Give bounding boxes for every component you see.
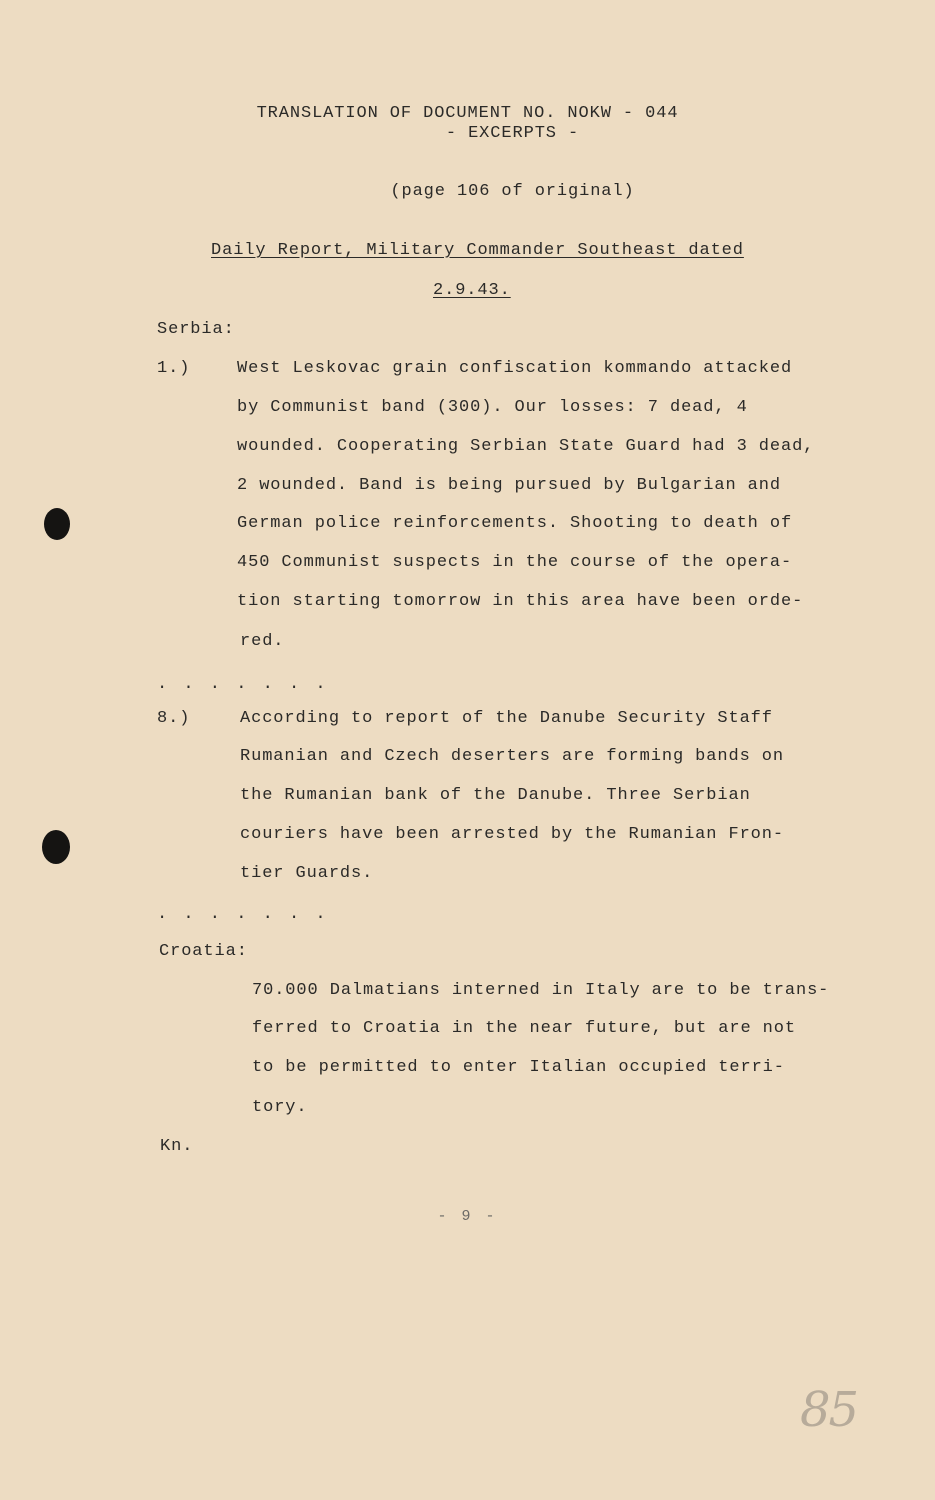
punch-hole	[44, 508, 70, 540]
report-date: 2.9.43.	[433, 281, 511, 300]
paragraph-line: tier Guards.	[240, 864, 374, 883]
paragraph-line: West Leskovac grain confiscation kommando attacked	[237, 359, 793, 378]
paragraph-line: wounded. Cooperating Serbian State Guard had 3 dead,	[237, 437, 815, 456]
punch-hole	[42, 830, 70, 864]
report-title: Daily Report, Military Commander Southeast dated	[211, 241, 744, 260]
item-number: 8.)	[157, 709, 191, 728]
paragraph-line: 70.000 Dalmatians interned in Italy are to be trans-	[252, 981, 830, 1000]
paragraph-line: tory.	[252, 1098, 308, 1117]
paragraph-line: 2 wounded. Band is being pursued by Bulgarian and	[237, 476, 781, 495]
paragraph-line: Rumanian and Czech deserters are forming bands on	[240, 747, 784, 766]
section-heading-serbia: Serbia:	[157, 320, 235, 339]
paragraph-line: 450 Communist suspects in the course of the opera-	[237, 553, 793, 572]
paragraph-line: ferred to Croatia in the near future, but are not	[252, 1019, 796, 1038]
paragraph-line: by Communist band (300). Our losses: 7 dead, 4	[237, 398, 748, 417]
document-subtitle: - EXCERPTS -	[445, 124, 580, 143]
document-title: TRANSLATION OF DOCUMENT NO. NOKW - 044	[256, 104, 679, 123]
paragraph-line: German police reinforcements. Shooting to death of	[237, 514, 793, 533]
paragraph-line: red.	[240, 632, 285, 651]
paragraph-line: the Rumanian bank of the Danube. Three Serbian	[240, 786, 751, 805]
paragraph-line: tion starting tomorrow in this area have been orde-	[237, 592, 804, 611]
page-number: - 9 -	[437, 1208, 498, 1225]
handwritten-page-number: 85	[800, 1382, 858, 1438]
paragraph-line: According to report of the Danube Security Staff	[240, 709, 773, 728]
paragraph-line: to be permitted to enter Italian occupied terri-	[252, 1058, 785, 1077]
ellipsis-divider: . . . . . . .	[157, 905, 329, 924]
ellipsis-divider: . . . . . . .	[157, 675, 329, 694]
item-number: 1.)	[157, 359, 191, 378]
paragraph-line: couriers have been arrested by the Rumanian Fron-	[240, 825, 784, 844]
signature-initials: Kn.	[160, 1137, 194, 1156]
page-reference: (page 106 of original)	[390, 182, 635, 201]
section-heading-croatia: Croatia:	[159, 942, 248, 961]
